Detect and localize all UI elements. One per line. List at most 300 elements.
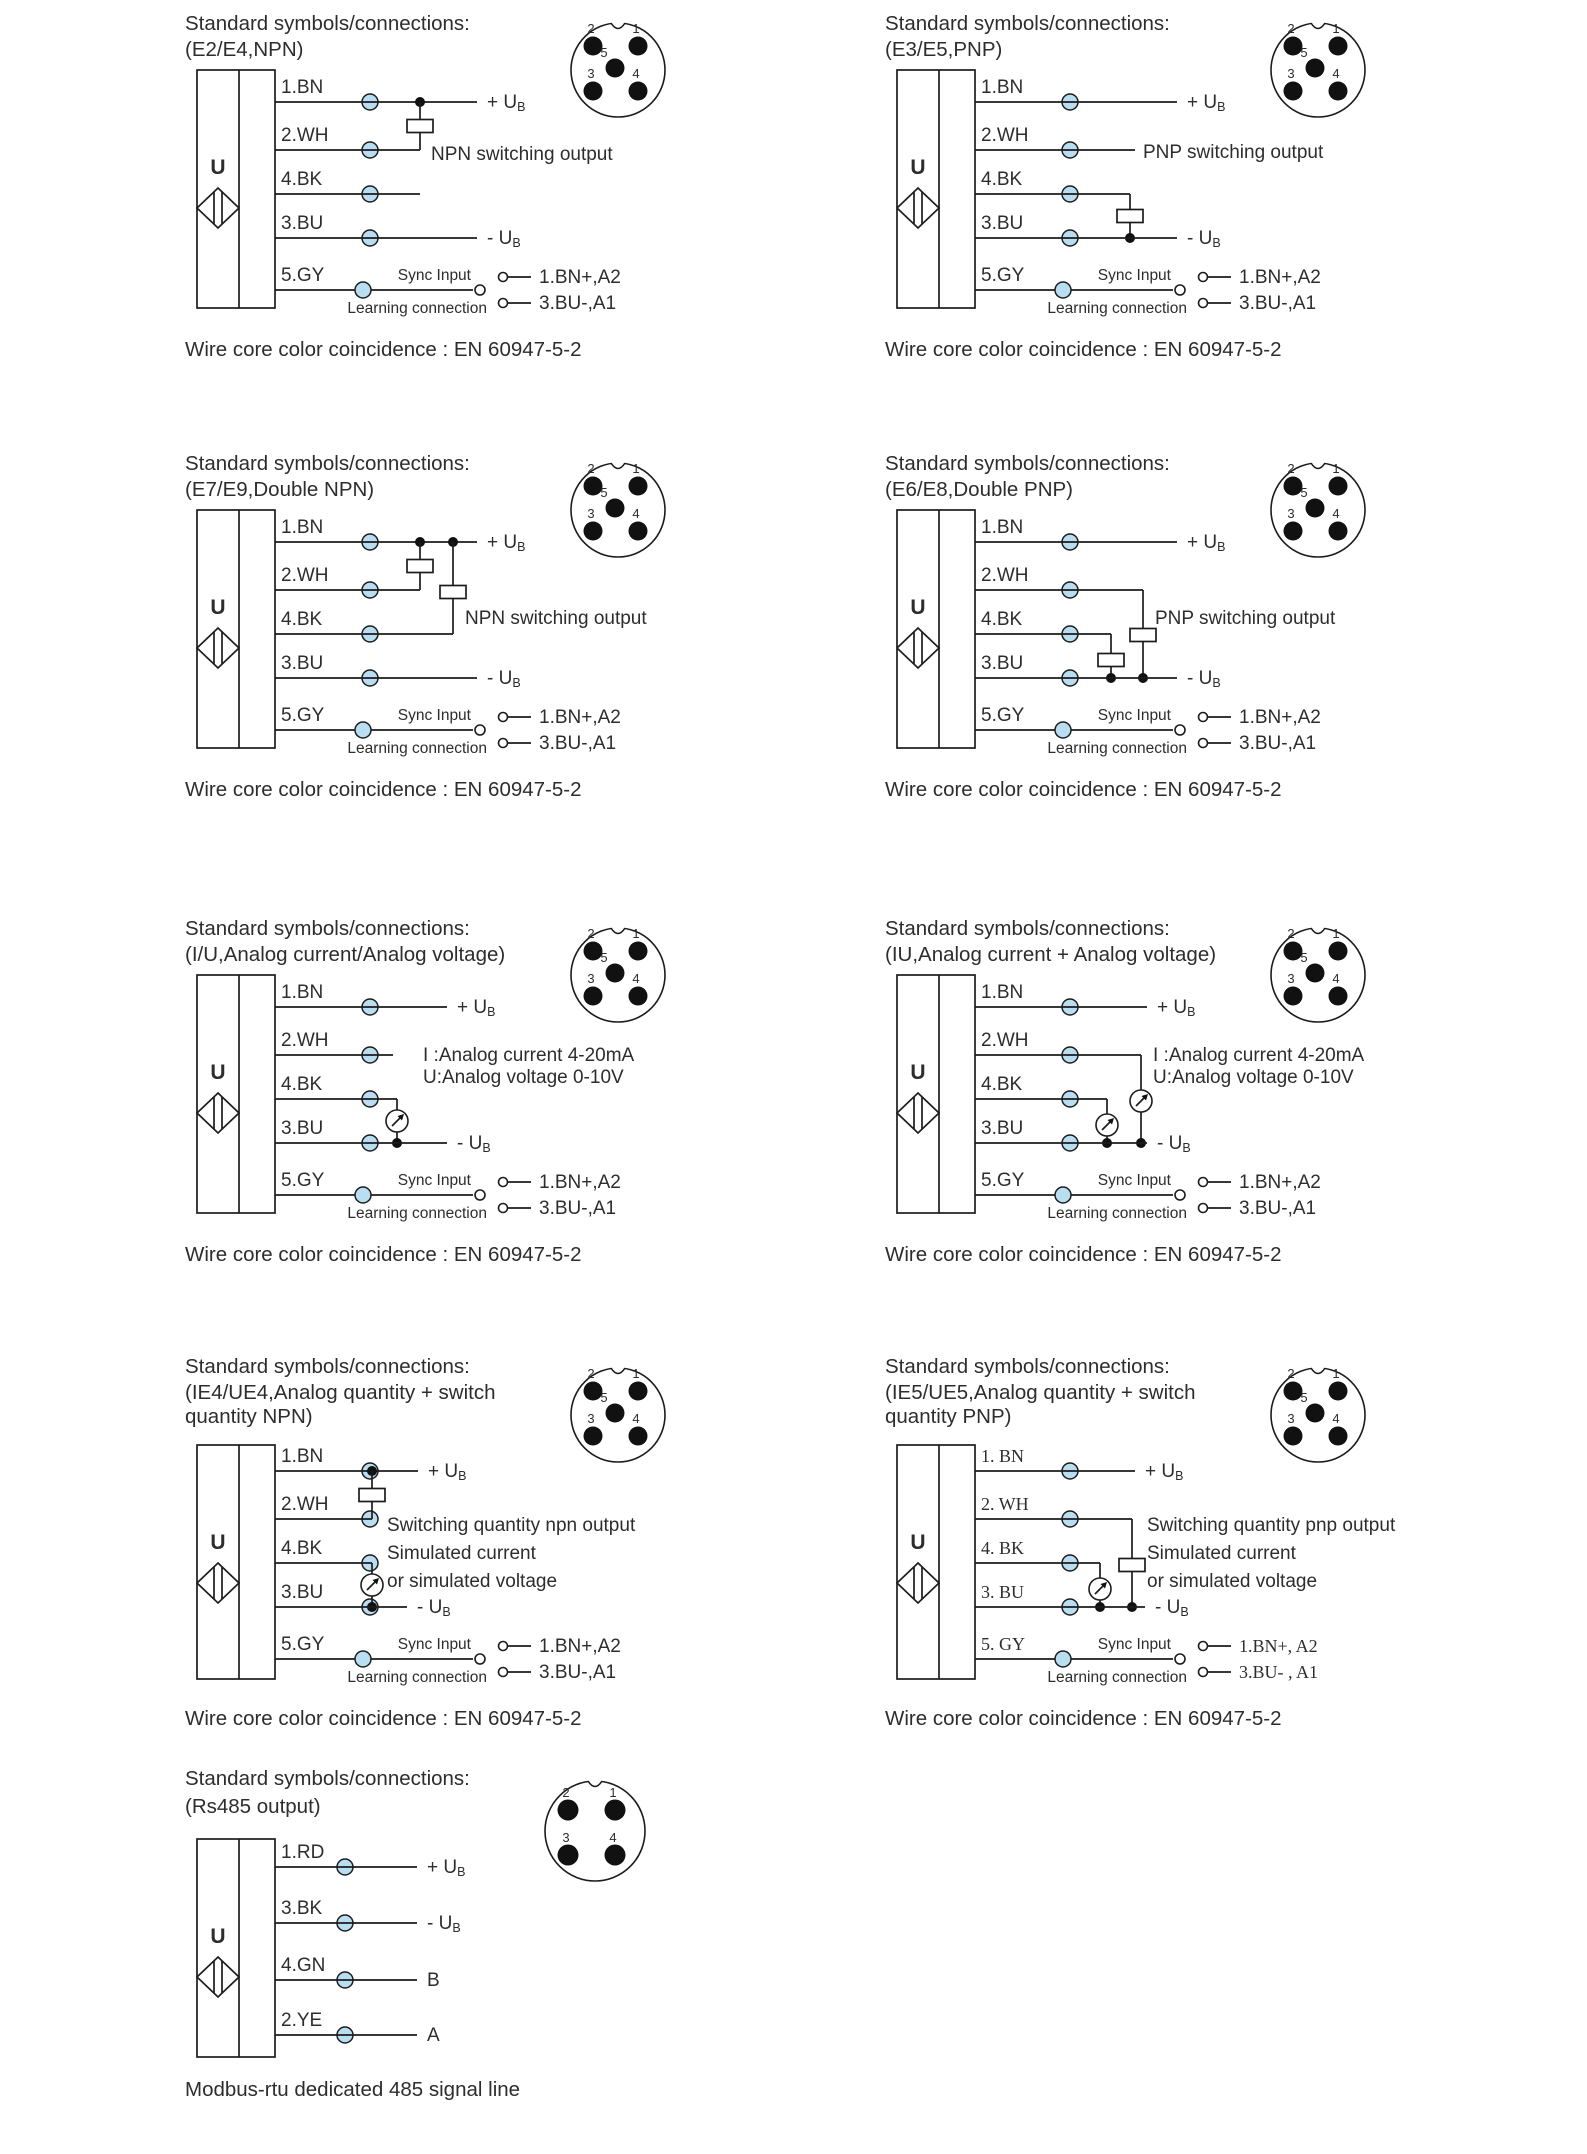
panel-subtitle: (E3/E5,PNP) bbox=[885, 38, 1003, 61]
connector-pin bbox=[1306, 964, 1325, 983]
panel-title: Standard symbols/connections: bbox=[185, 452, 470, 475]
connector-pin-number: 3 bbox=[1287, 506, 1295, 521]
contact-label: 1.BN+,A2 bbox=[539, 707, 621, 728]
sensor-box bbox=[197, 510, 275, 748]
connector-pin-number: 3 bbox=[587, 66, 595, 81]
sensor-outline bbox=[897, 1445, 975, 1679]
wire-label: 2.WH bbox=[281, 565, 329, 586]
connector-face bbox=[1271, 925, 1365, 1022]
contact-terminal bbox=[499, 1642, 508, 1651]
wire-label: 3.BU bbox=[981, 213, 1024, 234]
connector-pin bbox=[1329, 942, 1348, 961]
panel-footer: Wire core color coincidence : EN 60947-5-2 bbox=[185, 1707, 582, 1730]
connector-pin-number: 5 bbox=[1300, 950, 1308, 965]
output-label: or simulated voltage bbox=[1147, 1571, 1318, 1592]
learning-connection-label: Learning connection bbox=[347, 740, 487, 757]
contact-label: 3.BU-,A1 bbox=[539, 733, 617, 754]
panel-iu-analog-current-plus-voltage bbox=[835, 911, 1535, 1311]
sensor-outline bbox=[897, 70, 975, 308]
wire-label: 4.BK bbox=[981, 609, 1023, 630]
output-label: I :Analog current 4-20mA bbox=[1153, 1045, 1365, 1066]
connector-pin-number: 3 bbox=[587, 1411, 595, 1426]
panel-title: Standard symbols/connections: bbox=[885, 452, 1170, 475]
terminal-circle bbox=[355, 1651, 371, 1667]
terminal-circle bbox=[1055, 722, 1071, 738]
connector-pin-number: 5 bbox=[1300, 485, 1308, 500]
connector-pin-number: 1 bbox=[1332, 461, 1340, 476]
connector-face bbox=[571, 1365, 665, 1462]
connector-pin-number: 2 bbox=[1287, 926, 1295, 941]
connector-pin-number: 1 bbox=[632, 926, 640, 941]
contact-terminal bbox=[1199, 713, 1208, 722]
connector-pin bbox=[1329, 477, 1348, 496]
connector-face bbox=[1271, 20, 1365, 117]
panel-e2e4-npn bbox=[135, 6, 835, 406]
wire-label: 3.BU bbox=[281, 1118, 324, 1139]
connector-pin bbox=[629, 942, 648, 961]
wire-label: 3.BU bbox=[281, 213, 324, 234]
sync-input-label: Sync Input bbox=[1097, 707, 1171, 724]
connector-pin bbox=[629, 477, 648, 496]
contact-terminal bbox=[499, 713, 508, 722]
sync-pivot-contact bbox=[475, 725, 485, 735]
plus-ub-label: + UB bbox=[428, 1461, 467, 1483]
wire-label: 4.BK bbox=[981, 1074, 1023, 1095]
panel-title: Standard symbols/connections: bbox=[185, 917, 470, 940]
connector-pin bbox=[584, 82, 603, 101]
output-label: Switching quantity npn output bbox=[387, 1515, 636, 1536]
contact-terminal bbox=[1199, 1204, 1208, 1213]
minus-ub-label: - UB bbox=[457, 1133, 491, 1155]
connector-pin bbox=[1329, 82, 1348, 101]
sensor-outline bbox=[897, 975, 975, 1213]
connector-pin bbox=[1329, 987, 1348, 1006]
panel-subtitle: (Rs485 output) bbox=[185, 1795, 321, 1818]
sync-input-label: Sync Input bbox=[397, 1636, 471, 1653]
output-label: Simulated current bbox=[387, 1543, 536, 1564]
learning-connection-label: Learning connection bbox=[347, 1669, 487, 1686]
connector-pin-number: 3 bbox=[1287, 971, 1295, 986]
panel-footer: Wire core color coincidence : EN 60947-5-2 bbox=[885, 1243, 1282, 1266]
panel-footer: Wire core color coincidence : EN 60947-5-2 bbox=[885, 1707, 1282, 1730]
wire-label: 3.BU bbox=[281, 1582, 324, 1603]
plus-ub-label: + UB bbox=[1145, 1461, 1184, 1483]
output-label: U:Analog voltage 0-10V bbox=[423, 1067, 624, 1088]
contact-label: 3.BU-,A1 bbox=[1239, 293, 1317, 314]
panel-subtitle: (IE4/UE4,Analog quantity + switch bbox=[185, 1381, 496, 1404]
wire-label: 2.WH bbox=[981, 565, 1029, 586]
resistor-symbol bbox=[407, 560, 433, 573]
terminal-circle bbox=[355, 722, 371, 738]
sensor-outline bbox=[897, 510, 975, 748]
connector-pin bbox=[558, 1845, 579, 1866]
wire-label: 5.GY bbox=[281, 705, 325, 726]
learning-connection-label: Learning connection bbox=[347, 300, 487, 317]
connector-pin-number: 4 bbox=[632, 66, 640, 81]
sensor-outline bbox=[197, 975, 275, 1213]
sensor-box bbox=[897, 975, 975, 1213]
connector-pin bbox=[1306, 1404, 1325, 1423]
connector-pin bbox=[1306, 499, 1325, 518]
connector-pin bbox=[606, 499, 625, 518]
contact-terminal bbox=[499, 1668, 508, 1677]
wire-label: 4. BK bbox=[981, 1538, 1025, 1558]
panel-subtitle-line2: quantity PNP) bbox=[885, 1405, 1012, 1428]
learning-connection-label: Learning connection bbox=[347, 1205, 487, 1222]
wire-label: 4.BK bbox=[281, 1538, 323, 1559]
connector-circle bbox=[545, 1781, 645, 1881]
panel-rs485-output bbox=[135, 1761, 835, 2154]
resistor-symbol bbox=[1130, 629, 1156, 642]
sensor-outline bbox=[197, 70, 275, 308]
sensor-u-label: U bbox=[910, 596, 926, 619]
minus-ub-label: - UB bbox=[1187, 668, 1221, 690]
wire-label: 2.WH bbox=[281, 1494, 329, 1515]
connector-pin bbox=[584, 987, 603, 1006]
connector-pin-number: 2 bbox=[1287, 21, 1295, 36]
sensor-u-label: U bbox=[210, 1531, 226, 1554]
wire-label: 5.GY bbox=[281, 1634, 325, 1655]
contact-label: 3.BU-,A1 bbox=[539, 1662, 617, 1683]
wire-label: 1. BN bbox=[981, 1446, 1025, 1466]
contact-terminal bbox=[499, 273, 508, 282]
panel-title: Standard symbols/connections: bbox=[885, 12, 1170, 35]
connector-pin bbox=[605, 1845, 626, 1866]
wire-label: 2.WH bbox=[281, 125, 329, 146]
panel-title: Standard symbols/connections: bbox=[885, 917, 1170, 940]
connector-pin bbox=[1329, 522, 1348, 541]
sync-input-label: Sync Input bbox=[397, 707, 471, 724]
sensor-u-label: U bbox=[210, 156, 226, 179]
panel-footer: Wire core color coincidence : EN 60947-5-2 bbox=[185, 778, 582, 801]
contact-label: 1.BN+,A2 bbox=[539, 267, 621, 288]
minus-ub-label: - UB bbox=[487, 228, 521, 250]
sensor-box bbox=[897, 1445, 975, 1679]
connector-pin-number: 2 bbox=[587, 461, 595, 476]
connector-pin bbox=[629, 1382, 648, 1401]
output-label: NPN switching output bbox=[431, 144, 613, 165]
plus-ub-label: + UB bbox=[487, 92, 526, 114]
sync-input-label: Sync Input bbox=[1097, 267, 1171, 284]
connector-pin-number: 4 bbox=[1332, 971, 1340, 986]
sensor-outline bbox=[197, 1445, 275, 1679]
panel-subtitle: (I/U,Analog current/Analog voltage) bbox=[185, 943, 506, 966]
sync-learning-block bbox=[975, 267, 1321, 317]
contact-label: 1.BN+,A2 bbox=[1239, 267, 1321, 288]
panel-title: Standard symbols/connections: bbox=[185, 12, 470, 35]
resistor-symbol bbox=[1098, 654, 1124, 667]
sync-learning-block bbox=[975, 1172, 1321, 1222]
connector-pin-number: 3 bbox=[1287, 1411, 1295, 1426]
wire-label: 4.BK bbox=[981, 169, 1023, 190]
output-label: U:Analog voltage 0-10V bbox=[1153, 1067, 1354, 1088]
connector-pin-number: 4 bbox=[609, 1830, 617, 1845]
panel-ie5ue5-analog-switch-pnp bbox=[835, 1349, 1535, 1749]
connector-face bbox=[571, 20, 665, 117]
connector-pin-number: 1 bbox=[632, 461, 640, 476]
connector-face bbox=[1271, 460, 1365, 557]
output-label: Switching quantity pnp output bbox=[1147, 1515, 1396, 1536]
panel-title: Standard symbols/connections: bbox=[185, 1767, 470, 1790]
panel-subtitle: (E6/E8,Double PNP) bbox=[885, 478, 1074, 501]
wire-label: 1.RD bbox=[281, 1842, 325, 1863]
wire-label: 5.GY bbox=[281, 265, 325, 286]
contact-terminal bbox=[499, 1204, 508, 1213]
contact-terminal bbox=[1199, 1178, 1208, 1187]
connector-pin bbox=[606, 964, 625, 983]
panel-e6e8-double-pnp bbox=[835, 446, 1535, 846]
sensor-outline bbox=[197, 1839, 275, 2057]
minus-ub-label: - UB bbox=[1155, 1597, 1189, 1619]
connector-pin bbox=[1329, 37, 1348, 56]
minus-ub-label: - UB bbox=[1187, 228, 1221, 250]
contact-label: 1.BN+,A2 bbox=[1239, 1172, 1321, 1193]
contact-terminal bbox=[1199, 299, 1208, 308]
rs485-right-label: - UB bbox=[427, 1913, 461, 1935]
output-label: Simulated current bbox=[1147, 1543, 1296, 1564]
connector-face bbox=[571, 460, 665, 557]
resistor-symbol bbox=[1119, 1559, 1145, 1572]
sync-pivot-contact bbox=[475, 1190, 485, 1200]
contact-terminal bbox=[1199, 1642, 1208, 1651]
wire-label: 3.BU bbox=[981, 653, 1024, 674]
connector-pin-number: 5 bbox=[1300, 45, 1308, 60]
connector-pin bbox=[1284, 1427, 1303, 1446]
sync-pivot-contact bbox=[1175, 1190, 1185, 1200]
panel-footer: Wire core color coincidence : EN 60947-5-2 bbox=[185, 338, 582, 361]
panel-e7e9-double-npn bbox=[135, 446, 835, 846]
connector-pin bbox=[629, 1427, 648, 1446]
sync-learning-block bbox=[275, 267, 621, 317]
connector-pin-number: 5 bbox=[600, 1390, 608, 1405]
connector-pin bbox=[1306, 59, 1325, 78]
sensor-u-label: U bbox=[210, 1061, 226, 1084]
panel-e3e5-pnp bbox=[835, 6, 1535, 406]
contact-terminal bbox=[1199, 1668, 1208, 1677]
output-label: I :Analog current 4-20mA bbox=[423, 1045, 635, 1066]
sensor-box bbox=[197, 975, 275, 1213]
contact-label: 3.BU-,A1 bbox=[1239, 733, 1317, 754]
sync-learning-block bbox=[975, 1636, 1318, 1686]
contact-label: 3.BU-,A1 bbox=[539, 1198, 617, 1219]
sensor-box bbox=[897, 510, 975, 748]
connector-pin bbox=[1284, 522, 1303, 541]
connector-pin-number: 2 bbox=[562, 1785, 570, 1800]
terminal-circle bbox=[1055, 282, 1071, 298]
connector-pin-number: 1 bbox=[632, 1366, 640, 1381]
contact-terminal bbox=[499, 739, 508, 748]
plus-ub-label: + UB bbox=[1187, 532, 1226, 554]
connector-pin-number: 2 bbox=[587, 21, 595, 36]
sync-input-label: Sync Input bbox=[1097, 1172, 1171, 1189]
sensor-u-label: U bbox=[910, 156, 926, 179]
contact-terminal bbox=[499, 299, 508, 308]
wire-label: 1.BN bbox=[281, 1446, 324, 1467]
sync-pivot-contact bbox=[1175, 1654, 1185, 1664]
panel-subtitle: (IE5/UE5,Analog quantity + switch bbox=[885, 1381, 1196, 1404]
panel-footer: Wire core color coincidence : EN 60947-5-2 bbox=[185, 1243, 582, 1266]
wire-label: 1.BN bbox=[981, 77, 1024, 98]
connector-pin bbox=[629, 987, 648, 1006]
output-label: NPN switching output bbox=[465, 608, 647, 629]
connector-pin-number: 3 bbox=[587, 506, 595, 521]
sync-learning-block bbox=[275, 1172, 621, 1222]
connector-pin-number: 4 bbox=[632, 506, 640, 521]
connector-pin bbox=[1284, 987, 1303, 1006]
wire-label: 1.BN bbox=[981, 982, 1024, 1003]
sync-pivot-contact bbox=[475, 285, 485, 295]
wire-label: 1.BN bbox=[981, 517, 1024, 538]
sensor-u-label: U bbox=[210, 596, 226, 619]
panel-footer: Modbus-rtu dedicated 485 signal line bbox=[185, 2078, 521, 2101]
wire-label: 3.BU bbox=[981, 1118, 1024, 1139]
connector-pin-number: 4 bbox=[1332, 506, 1340, 521]
contact-terminal bbox=[1199, 273, 1208, 282]
sync-learning-block bbox=[975, 707, 1321, 757]
learning-connection-label: Learning connection bbox=[1047, 740, 1187, 757]
wire-label: 4.GN bbox=[281, 1955, 326, 1976]
sensor-box bbox=[897, 70, 975, 308]
wire-label: 5. GY bbox=[981, 1634, 1025, 1654]
panel-iu-analog-current-voltage bbox=[135, 911, 835, 1311]
sensor-u-label: U bbox=[910, 1061, 926, 1084]
panel-title: Standard symbols/connections: bbox=[185, 1355, 470, 1378]
panel-footer: Wire core color coincidence : EN 60947-5-2 bbox=[885, 338, 1282, 361]
contact-label: 1.BN+,A2 bbox=[539, 1636, 621, 1657]
sensor-outline bbox=[197, 510, 275, 748]
panel-subtitle: (IU,Analog current + Analog voltage) bbox=[885, 943, 1217, 966]
wire-label: 4.BK bbox=[281, 169, 323, 190]
learning-connection-label: Learning connection bbox=[1047, 1669, 1187, 1686]
minus-ub-label: - UB bbox=[1157, 1133, 1191, 1155]
connector-face bbox=[571, 925, 665, 1022]
connector-pin-number: 1 bbox=[1332, 926, 1340, 941]
resistor-symbol bbox=[359, 1489, 385, 1502]
sync-pivot-contact bbox=[1175, 725, 1185, 735]
sync-learning-block bbox=[275, 707, 621, 757]
panel-title: Standard symbols/connections: bbox=[885, 1355, 1170, 1378]
connector-pin bbox=[1329, 1427, 1348, 1446]
connector-pin-number: 4 bbox=[632, 971, 640, 986]
connector-pin-number: 5 bbox=[600, 950, 608, 965]
sync-input-label: Sync Input bbox=[1097, 1636, 1171, 1653]
minus-ub-label: - UB bbox=[487, 668, 521, 690]
connector-pin-number: 4 bbox=[1332, 66, 1340, 81]
plus-ub-label: + UB bbox=[1187, 92, 1226, 114]
sync-pivot-contact bbox=[475, 1654, 485, 1664]
contact-label: 3.BU- , A1 bbox=[1239, 1662, 1319, 1682]
resistor-symbol bbox=[1117, 210, 1143, 223]
terminal-circle bbox=[355, 282, 371, 298]
connector-pin-number: 2 bbox=[587, 926, 595, 941]
sensor-box bbox=[197, 70, 275, 308]
wire-label: 2. WH bbox=[981, 1494, 1029, 1514]
connector-pin-number: 3 bbox=[587, 971, 595, 986]
sync-pivot-contact bbox=[1175, 285, 1185, 295]
learning-connection-label: Learning connection bbox=[1047, 1205, 1187, 1222]
connector-pin bbox=[629, 522, 648, 541]
connector-pin-number: 2 bbox=[1287, 1366, 1295, 1381]
plus-ub-label: + UB bbox=[487, 532, 526, 554]
rs485-right-label: + UB bbox=[427, 1857, 466, 1879]
connector-face bbox=[545, 1778, 645, 1881]
connector-pin bbox=[629, 37, 648, 56]
resistor-symbol bbox=[440, 586, 466, 599]
wire-label: 2.WH bbox=[981, 125, 1029, 146]
terminal-circle bbox=[1055, 1187, 1071, 1203]
plus-ub-label: + UB bbox=[1157, 997, 1196, 1019]
wire-label: 5.GY bbox=[281, 1170, 325, 1191]
connector-pin bbox=[558, 1800, 579, 1821]
plus-ub-label: + UB bbox=[457, 997, 496, 1019]
connector-pin-number: 4 bbox=[1332, 1411, 1340, 1426]
wire-label: 3.BK bbox=[281, 1898, 323, 1919]
minus-ub-label: - UB bbox=[417, 1597, 451, 1619]
wire-label: 5.GY bbox=[981, 1170, 1025, 1191]
output-label: or simulated voltage bbox=[387, 1571, 558, 1592]
panel-ie4ue4-analog-switch-npn bbox=[135, 1349, 835, 1749]
connector-pin-number: 3 bbox=[1287, 66, 1295, 81]
connector-pin bbox=[605, 1800, 626, 1821]
wire-label: 4.BK bbox=[281, 609, 323, 630]
wire-label: 4.BK bbox=[281, 1074, 323, 1095]
contact-label: 1.BN+, A2 bbox=[1239, 1636, 1318, 1656]
connector-pin-number: 1 bbox=[1332, 21, 1340, 36]
terminal-circle bbox=[1055, 1651, 1071, 1667]
panel-subtitle-line2: quantity NPN) bbox=[185, 1405, 313, 1428]
connector-pin-number: 3 bbox=[562, 1830, 570, 1845]
contact-terminal bbox=[1199, 739, 1208, 748]
sync-learning-block bbox=[275, 1636, 621, 1686]
connector-pin bbox=[584, 1427, 603, 1446]
wire-label: 1.BN bbox=[281, 982, 324, 1003]
resistor-symbol bbox=[407, 120, 433, 133]
wire-label: 1.BN bbox=[281, 517, 324, 538]
sensor-u-label: U bbox=[210, 1925, 226, 1948]
connector-pin-number: 5 bbox=[600, 485, 608, 500]
connector-pin bbox=[1284, 82, 1303, 101]
output-label: PNP switching output bbox=[1155, 608, 1336, 629]
output-label: PNP switching output bbox=[1143, 142, 1324, 163]
connector-pin-number: 1 bbox=[609, 1785, 617, 1800]
connector-pin-number: 1 bbox=[632, 21, 640, 36]
wire-label: 2.WH bbox=[281, 1030, 329, 1051]
connector-pin-number: 1 bbox=[1332, 1366, 1340, 1381]
wire-label: 1.BN bbox=[281, 77, 324, 98]
panel-subtitle: (E7/E9,Double NPN) bbox=[185, 478, 375, 501]
connector-pin bbox=[1329, 1382, 1348, 1401]
connector-pin-number: 5 bbox=[600, 45, 608, 60]
sensor-box bbox=[197, 1839, 275, 2057]
wire-label: 5.GY bbox=[981, 705, 1025, 726]
rs485-right-label: B bbox=[427, 1970, 440, 1991]
sync-input-label: Sync Input bbox=[397, 1172, 471, 1189]
contact-label: 3.BU-,A1 bbox=[1239, 1198, 1317, 1219]
contact-label: 1.BN+,A2 bbox=[1239, 707, 1321, 728]
sync-input-label: Sync Input bbox=[397, 267, 471, 284]
terminal-circle bbox=[355, 1187, 371, 1203]
contact-label: 3.BU-,A1 bbox=[539, 293, 617, 314]
sensor-u-label: U bbox=[910, 1531, 926, 1554]
wire-label: 3. BU bbox=[981, 1582, 1025, 1602]
wire-label: 5.GY bbox=[981, 265, 1025, 286]
connector-pin-number: 4 bbox=[632, 1411, 640, 1426]
rs485-right-label: A bbox=[427, 2025, 440, 2046]
connector-pin bbox=[606, 1404, 625, 1423]
wire-label: 3.BU bbox=[281, 653, 324, 674]
connector-pin bbox=[606, 59, 625, 78]
learning-connection-label: Learning connection bbox=[1047, 300, 1187, 317]
